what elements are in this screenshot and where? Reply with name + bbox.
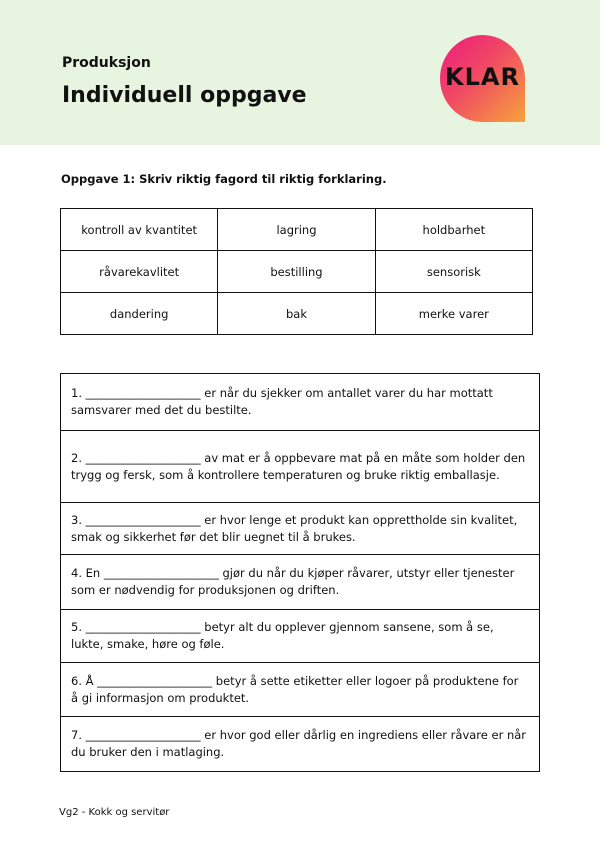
terms-table <box>60 208 533 335</box>
definition-item: 1. ____________________ er når du sjekker om antallet varer du har mottatt samsvarer med det du bestilte. <box>61 374 539 431</box>
definition-item: 6. Å ____________________ betyr å sette etiketter eller logoer på produktene for å gi informasjon om produktet. <box>61 663 539 717</box>
header-band <box>0 0 600 145</box>
term-cell: bestilling <box>218 251 375 293</box>
term-cell: dandering <box>61 293 218 335</box>
subject-label: Produksjon <box>62 55 151 71</box>
definition-item: 4. En ____________________ gjør du når du kjøper råvarer, utstyr eller tjenester som er nødvendig for produksjonen og driften. <box>61 555 539 610</box>
definition-item: 7. ____________________ er hvor god eller dårlig en ingrediens eller råvare er når du bruker den i matlaging. <box>61 717 539 772</box>
logo-text: KLAR <box>445 63 520 91</box>
term-cell: lagring <box>218 209 375 251</box>
term-cell: holdbarhet <box>375 209 532 251</box>
definition-item: 2. ____________________ av mat er å oppbevare mat på en måte som holder den trygg og fersk, som å kontrollere temperaturen og bruke riktig emballasje. <box>61 431 539 503</box>
page-title: Individuell oppgave <box>62 83 307 108</box>
task-title: Oppgave 1: Skriv riktig fagord til riktig forklaring. <box>61 172 387 186</box>
term-cell: råvarekavlitet <box>61 251 218 293</box>
terms-row <box>61 251 533 293</box>
definition-item: 3. ____________________ er hvor lenge et produkt kan opprettholde sin kvalitet, smak og sikkerhet før det blir uegnet til å brukes. <box>61 503 539 555</box>
terms-row <box>61 293 533 335</box>
term-cell: bak <box>218 293 375 335</box>
term-cell: sensorisk <box>375 251 532 293</box>
definition-item: 5. ____________________ betyr alt du opplever gjennom sansene, som å se, lukte, smake, høre og føle. <box>61 610 539 663</box>
term-cell: kontroll av kvantitet <box>61 209 218 251</box>
footer-text: Vg2 - Kokk og servitør <box>59 807 170 818</box>
klar-logo <box>440 35 525 122</box>
definitions-list <box>60 373 540 772</box>
terms-row <box>61 209 533 251</box>
term-cell: merke varer <box>375 293 532 335</box>
